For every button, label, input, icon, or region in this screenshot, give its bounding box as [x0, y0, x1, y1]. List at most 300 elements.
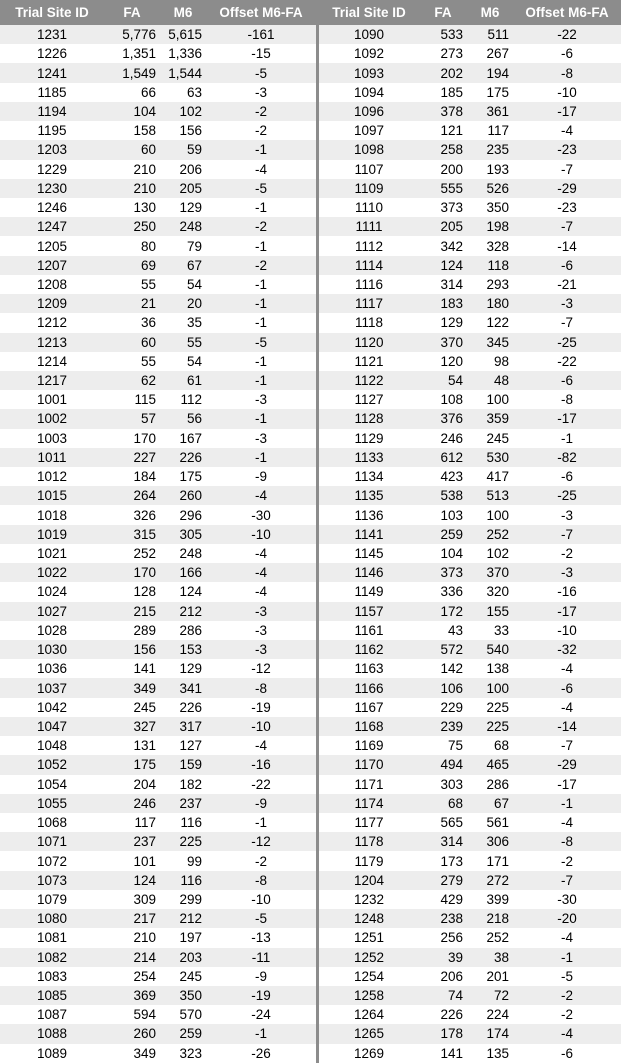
table-row	[0, 755, 316, 774]
offset-cell: -5	[206, 909, 316, 928]
fa-cell: 252	[104, 544, 160, 563]
trial-site-id-cell: 1241	[0, 63, 104, 82]
offset-cell: -161	[206, 25, 316, 44]
fa-cell: 204	[104, 775, 160, 794]
offset-cell: -8	[206, 871, 316, 890]
table-row	[0, 313, 316, 332]
offset-cell: -1	[206, 813, 316, 832]
m6-cell: 235	[467, 140, 513, 159]
fa-cell: 121	[419, 121, 467, 140]
trial-site-id-cell: 1110	[319, 198, 419, 217]
m6-cell: 116	[160, 871, 206, 890]
m6-cell: 99	[160, 851, 206, 870]
m6-cell: 226	[160, 698, 206, 717]
offset-cell: -3	[206, 390, 316, 409]
m6-cell: 67	[467, 794, 513, 813]
fa-cell: 101	[104, 851, 160, 870]
table-row	[319, 275, 621, 294]
offset-cell: -2	[513, 986, 621, 1005]
table-row	[0, 486, 316, 505]
offset-cell: -7	[513, 160, 621, 179]
table-row	[0, 832, 316, 851]
header-row	[319, 0, 621, 25]
offset-cell: -30	[206, 505, 316, 524]
m6-cell: 237	[160, 794, 206, 813]
offset-cell: -82	[513, 448, 621, 467]
m6-cell: 299	[160, 890, 206, 909]
trial-site-id-cell: 1024	[0, 582, 104, 601]
trial-site-id-cell: 1052	[0, 755, 104, 774]
m6-cell: 252	[467, 525, 513, 544]
offset-cell: -22	[206, 775, 316, 794]
table-row	[319, 102, 621, 121]
m6-cell: 293	[467, 275, 513, 294]
trial-site-id-cell: 1258	[319, 986, 419, 1005]
offset-cell: -7	[513, 871, 621, 890]
offset-cell: -3	[206, 602, 316, 621]
offset-cell: -13	[206, 928, 316, 947]
trial-site-id-cell: 1248	[319, 909, 419, 928]
offset-cell: -1	[206, 140, 316, 159]
table-row	[319, 602, 621, 621]
offset-cell: -9	[206, 794, 316, 813]
m6-cell: 286	[467, 775, 513, 794]
trial-site-id-cell: 1135	[319, 486, 419, 505]
fa-cell: 342	[419, 236, 467, 255]
m6-cell: 296	[160, 505, 206, 524]
offset-cell: -12	[206, 659, 316, 678]
trial-site-id-cell: 1229	[0, 160, 104, 179]
trial-site-id-cell: 1204	[319, 871, 419, 890]
table-row	[0, 928, 316, 947]
m6-cell: 100	[467, 505, 513, 524]
fa-cell: 170	[104, 429, 160, 448]
trial-site-id-cell: 1128	[319, 409, 419, 428]
m6-cell: 175	[467, 83, 513, 102]
table-row	[319, 44, 621, 63]
m6-cell: 272	[467, 871, 513, 890]
table-row	[319, 832, 621, 851]
header-offset: Offset M6-FA	[513, 0, 621, 25]
m6-cell: 305	[160, 525, 206, 544]
fa-cell: 264	[104, 486, 160, 505]
offset-cell: -23	[513, 198, 621, 217]
table-row	[0, 44, 316, 63]
trial-site-id-cell: 1027	[0, 602, 104, 621]
fa-cell: 170	[104, 563, 160, 582]
fa-cell: 5,776	[104, 25, 160, 44]
offset-cell: -8	[513, 832, 621, 851]
fa-cell: 128	[104, 582, 160, 601]
m6-cell: 370	[467, 563, 513, 582]
m6-cell: 193	[467, 160, 513, 179]
trial-site-id-cell: 1134	[319, 467, 419, 486]
m6-cell: 513	[467, 486, 513, 505]
table-row	[319, 948, 621, 967]
offset-cell: -1	[206, 409, 316, 428]
fa-cell: 36	[104, 313, 160, 332]
fa-cell: 129	[419, 313, 467, 332]
table-row	[319, 678, 621, 697]
fa-cell: 250	[104, 217, 160, 236]
trial-site-id-cell: 1195	[0, 121, 104, 140]
trial-site-id-cell: 1079	[0, 890, 104, 909]
offset-cell: -3	[206, 640, 316, 659]
table-row	[0, 390, 316, 409]
m6-cell: 212	[160, 602, 206, 621]
fa-cell: 173	[419, 851, 467, 870]
fa-cell: 124	[419, 256, 467, 275]
trial-site-id-cell: 1170	[319, 755, 419, 774]
header-trial-site-id: Trial Site ID	[319, 0, 419, 25]
table-row	[0, 909, 316, 928]
table-row	[0, 371, 316, 390]
m6-cell: 205	[160, 179, 206, 198]
offset-cell: -2	[206, 256, 316, 275]
m6-cell: 245	[467, 429, 513, 448]
fa-cell: 55	[104, 352, 160, 371]
m6-cell: 260	[160, 486, 206, 505]
table-row	[319, 486, 621, 505]
m6-cell: 218	[467, 909, 513, 928]
offset-cell: -10	[513, 621, 621, 640]
offset-cell: -1	[206, 294, 316, 313]
trial-site-id-cell: 1054	[0, 775, 104, 794]
m6-cell: 530	[467, 448, 513, 467]
table-row	[0, 948, 316, 967]
m6-cell: 54	[160, 275, 206, 294]
trial-site-id-cell: 1226	[0, 44, 104, 63]
table-row	[319, 851, 621, 870]
fa-cell: 373	[419, 198, 467, 217]
fa-cell: 115	[104, 390, 160, 409]
trial-site-id-cell: 1179	[319, 851, 419, 870]
fa-cell: 39	[419, 948, 467, 967]
table-row	[0, 1044, 316, 1063]
m6-cell: 129	[160, 198, 206, 217]
m6-cell: 306	[467, 832, 513, 851]
offset-cell: -2	[206, 217, 316, 236]
fa-cell: 369	[104, 986, 160, 1005]
fa-cell: 289	[104, 621, 160, 640]
header-m6: M6	[160, 0, 206, 25]
trial-site-id-cell: 1036	[0, 659, 104, 678]
trial-site-id-cell: 1072	[0, 851, 104, 870]
offset-cell: -4	[206, 736, 316, 755]
offset-cell: -10	[513, 83, 621, 102]
table-row	[0, 1024, 316, 1043]
fa-cell: 206	[419, 967, 467, 986]
header-fa: FA	[104, 0, 160, 25]
trial-site-id-cell: 1231	[0, 25, 104, 44]
m6-cell: 259	[160, 1024, 206, 1043]
m6-cell: 72	[467, 986, 513, 1005]
offset-cell: -1	[206, 371, 316, 390]
fa-cell: 106	[419, 678, 467, 697]
trial-site-id-cell: 1174	[319, 794, 419, 813]
trial-site-id-cell: 1203	[0, 140, 104, 159]
fa-cell: 238	[419, 909, 467, 928]
m6-cell: 38	[467, 948, 513, 967]
offset-cell: -29	[513, 179, 621, 198]
table-row	[0, 467, 316, 486]
m6-cell: 124	[160, 582, 206, 601]
fa-cell: 326	[104, 505, 160, 524]
m6-cell: 129	[160, 659, 206, 678]
trial-site-id-cell: 1117	[319, 294, 419, 313]
trial-site-id-cell: 1085	[0, 986, 104, 1005]
m6-cell: 175	[160, 467, 206, 486]
table-row	[0, 582, 316, 601]
fa-cell: 142	[419, 659, 467, 678]
fa-cell: 245	[104, 698, 160, 717]
fa-cell: 104	[419, 544, 467, 563]
fa-cell: 141	[104, 659, 160, 678]
m6-cell: 245	[160, 967, 206, 986]
offset-cell: -1	[206, 275, 316, 294]
trial-site-id-cell: 1088	[0, 1024, 104, 1043]
offset-cell: -2	[206, 102, 316, 121]
table-row	[319, 256, 621, 275]
table-row	[319, 717, 621, 736]
offset-cell: -10	[206, 525, 316, 544]
table-row	[319, 390, 621, 409]
trial-site-id-cell: 1162	[319, 640, 419, 659]
trial-site-id-cell: 1055	[0, 794, 104, 813]
fa-cell: 74	[419, 986, 467, 1005]
offset-cell: -7	[513, 525, 621, 544]
fa-cell: 156	[104, 640, 160, 659]
fa-cell: 256	[419, 928, 467, 947]
table-row	[319, 659, 621, 678]
offset-cell: -8	[513, 390, 621, 409]
table-row	[319, 544, 621, 563]
offset-cell: -7	[513, 736, 621, 755]
m6-cell: 63	[160, 83, 206, 102]
trial-site-id-cell: 1097	[319, 121, 419, 140]
m6-cell: 156	[160, 121, 206, 140]
m6-cell: 48	[467, 371, 513, 390]
m6-cell: 59	[160, 140, 206, 159]
offset-cell: -5	[513, 967, 621, 986]
table-row	[0, 352, 316, 371]
offset-cell: -1	[513, 429, 621, 448]
offset-cell: -3	[513, 294, 621, 313]
table-row	[319, 198, 621, 217]
trial-site-id-cell: 1167	[319, 698, 419, 717]
m6-cell: 100	[467, 390, 513, 409]
m6-cell: 117	[467, 121, 513, 140]
fa-cell: 69	[104, 256, 160, 275]
trial-site-id-cell: 1087	[0, 1005, 104, 1024]
offset-cell: -2	[206, 851, 316, 870]
trial-site-id-cell: 1230	[0, 179, 104, 198]
fa-cell: 239	[419, 717, 467, 736]
trial-site-id-cell: 1048	[0, 736, 104, 755]
table-row	[319, 448, 621, 467]
fa-cell: 210	[104, 160, 160, 179]
table-row	[319, 83, 621, 102]
table-row	[319, 967, 621, 986]
table-row	[319, 563, 621, 582]
offset-cell: -8	[513, 63, 621, 82]
fa-cell: 54	[419, 371, 467, 390]
trial-site-id-cell: 1012	[0, 467, 104, 486]
table-row	[0, 294, 316, 313]
trial-site-id-cell: 1081	[0, 928, 104, 947]
m6-cell: 35	[160, 313, 206, 332]
offset-cell: -4	[206, 486, 316, 505]
table-row	[0, 890, 316, 909]
table-row	[319, 928, 621, 947]
trial-site-id-cell: 1265	[319, 1024, 419, 1043]
m6-cell: 248	[160, 217, 206, 236]
header-trial-site-id: Trial Site ID	[0, 0, 104, 25]
trial-site-id-cell: 1068	[0, 813, 104, 832]
offset-cell: -3	[513, 505, 621, 524]
trial-site-id-cell: 1214	[0, 352, 104, 371]
fa-cell: 309	[104, 890, 160, 909]
trial-site-id-cell: 1251	[319, 928, 419, 947]
offset-cell: -12	[206, 832, 316, 851]
fa-cell: 178	[419, 1024, 467, 1043]
fa-cell: 327	[104, 717, 160, 736]
offset-cell: -6	[513, 467, 621, 486]
m6-cell: 20	[160, 294, 206, 313]
table-row	[319, 409, 621, 428]
m6-cell: 323	[160, 1044, 206, 1063]
offset-cell: -4	[513, 121, 621, 140]
trial-site-id-cell: 1111	[319, 217, 419, 236]
fa-cell: 349	[104, 1044, 160, 1063]
trial-site-id-cell: 1109	[319, 179, 419, 198]
fa-cell: 373	[419, 563, 467, 582]
table-row	[319, 890, 621, 909]
table-row	[319, 1044, 621, 1063]
table-row	[0, 198, 316, 217]
table-row	[0, 678, 316, 697]
offset-cell: -29	[513, 755, 621, 774]
fa-cell: 612	[419, 448, 467, 467]
fa-cell: 68	[419, 794, 467, 813]
m6-cell: 212	[160, 909, 206, 928]
table-row	[0, 236, 316, 255]
fa-cell: 43	[419, 621, 467, 640]
fa-cell: 202	[419, 63, 467, 82]
fa-cell: 130	[104, 198, 160, 217]
table-row	[319, 813, 621, 832]
fa-cell: 215	[104, 602, 160, 621]
offset-cell: -26	[206, 1044, 316, 1063]
table-row	[319, 871, 621, 890]
fa-cell: 594	[104, 1005, 160, 1024]
m6-cell: 102	[160, 102, 206, 121]
offset-cell: -10	[206, 717, 316, 736]
table-row	[0, 563, 316, 582]
table-row	[0, 121, 316, 140]
offset-cell: -4	[513, 813, 621, 832]
trial-site-id-cell: 1177	[319, 813, 419, 832]
fa-cell: 429	[419, 890, 467, 909]
m6-cell: 79	[160, 236, 206, 255]
trial-site-id-cell: 1209	[0, 294, 104, 313]
m6-cell: 417	[467, 467, 513, 486]
offset-cell: -5	[206, 179, 316, 198]
table-row	[0, 102, 316, 121]
m6-cell: 511	[467, 25, 513, 44]
table-row	[319, 505, 621, 524]
m6-cell: 180	[467, 294, 513, 313]
offset-cell: -3	[206, 83, 316, 102]
m6-cell: 61	[160, 371, 206, 390]
m6-cell: 102	[467, 544, 513, 563]
fa-cell: 279	[419, 871, 467, 890]
table-row	[0, 140, 316, 159]
m6-cell: 166	[160, 563, 206, 582]
table-row	[0, 1005, 316, 1024]
table-row	[319, 525, 621, 544]
table-row	[319, 755, 621, 774]
fa-cell: 246	[104, 794, 160, 813]
offset-cell: -4	[206, 160, 316, 179]
trial-site-id-cell: 1030	[0, 640, 104, 659]
fa-cell: 260	[104, 1024, 160, 1043]
table-row	[0, 505, 316, 524]
m6-cell: 540	[467, 640, 513, 659]
table-row	[319, 582, 621, 601]
fa-cell: 62	[104, 371, 160, 390]
trial-site-id-cell: 1107	[319, 160, 419, 179]
fa-cell: 423	[419, 467, 467, 486]
fa-cell: 120	[419, 352, 467, 371]
trial-site-id-cell: 1166	[319, 678, 419, 697]
table-row	[0, 409, 316, 428]
offset-cell: -4	[513, 1024, 621, 1043]
fa-cell: 314	[419, 832, 467, 851]
m6-cell: 526	[467, 179, 513, 198]
m6-cell: 225	[467, 717, 513, 736]
table-row	[319, 121, 621, 140]
fa-cell: 370	[419, 333, 467, 352]
table-row	[0, 698, 316, 717]
trial-site-id-cell: 1121	[319, 352, 419, 371]
trial-site-id-cell: 1264	[319, 1005, 419, 1024]
offset-cell: -8	[206, 678, 316, 697]
fa-cell: 538	[419, 486, 467, 505]
fa-cell: 214	[104, 948, 160, 967]
trial-site-id-cell: 1185	[0, 83, 104, 102]
offset-cell: -3	[206, 621, 316, 640]
offset-cell: -16	[513, 582, 621, 601]
offset-cell: -4	[513, 659, 621, 678]
table-row	[0, 429, 316, 448]
fa-cell: 200	[419, 160, 467, 179]
fa-cell: 246	[419, 429, 467, 448]
trial-site-id-cell: 1246	[0, 198, 104, 217]
table-row	[0, 544, 316, 563]
trial-site-id-cell: 1003	[0, 429, 104, 448]
trial-site-id-cell: 1096	[319, 102, 419, 121]
fa-cell: 175	[104, 755, 160, 774]
offset-cell: -21	[513, 275, 621, 294]
table-row	[0, 967, 316, 986]
m6-cell: 135	[467, 1044, 513, 1063]
m6-cell: 54	[160, 352, 206, 371]
header-offset: Offset M6-FA	[206, 0, 316, 25]
offset-cell: -5	[206, 63, 316, 82]
offset-cell: -2	[513, 851, 621, 870]
fa-cell: 75	[419, 736, 467, 755]
